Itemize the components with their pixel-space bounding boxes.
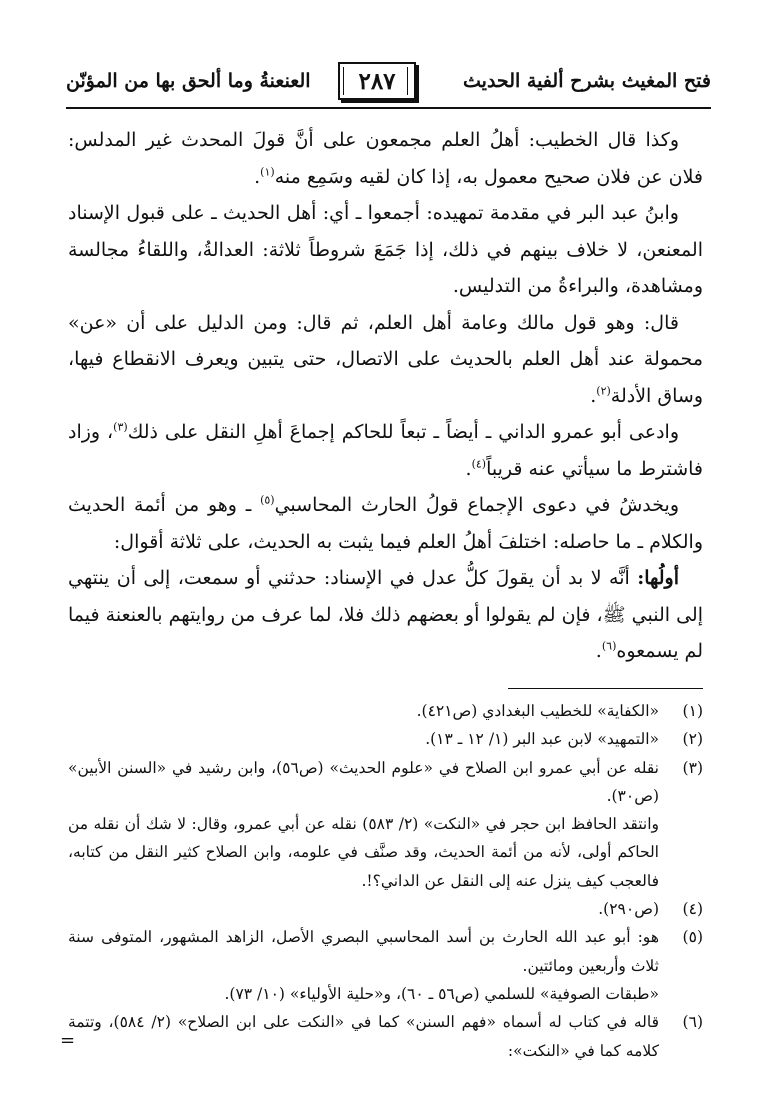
paragraph-5: ويخدشُ في دعوى الإجماع قولُ الحارث المحاسبي$^{(٥)}$ ـ وهو من أئمة الحديث والكلام ـ ما حاصله: اختلفَ أهلُ العلم فيما يثبت به الحديث، على ثلاثة أقوال: (68, 493, 703, 553)
footnotes (68, 697, 703, 1065)
footnote-ref: (١) (260, 165, 275, 179)
footnote-text: «الكفاية» للخطيب البغدادي (ص٤٢١). (416, 702, 659, 720)
footnote-ref: (٥) (260, 493, 275, 507)
footnote-number: (١) (682, 702, 703, 720)
paragraph-6: أولُها: أنَّه لا بد أن يقولَ كلُّ عدل في الإسناد: حدثني أو سمعت، إلى أن ينتهي إلى النبي ﷺ، فإن لم يقولوا أو بعضهم ذلك فلا، لما عرف من روايتهم بالعنعنة فيما لم يسمعوه$^{(٦)}$. (68, 567, 703, 662)
main-text (68, 122, 703, 670)
footnote-ref: (٢) (596, 384, 611, 398)
footnote-text: (ص٢٩٠). (598, 900, 659, 919)
footnote-ref: (٦) (601, 639, 617, 653)
footnote-text: نقله عن أبي عمرو ابن الصلاح في «علوم الحديث» (ص٥٦)، وابن رشيد في «السنن الأبين» (ص٣٠). (68, 758, 659, 805)
footnote-text: «طبقات الصوفية» للسلمي (ص٥٦ ـ ٦٠)، و«حلية الأولياء» (١٠/ ٧٣). (224, 984, 659, 1003)
paragraph-1: وكذا قال الخطيب: أهلُ العلم مجمعون على أنَّ قولَ المحدث غير المدلس: فلان عن فلان صحيح معمول به، إذا كان لقيه وسَمِع منه$^{(١)}$. (68, 129, 703, 188)
continuation-mark: = (60, 1030, 76, 1051)
footnote-ref: (٣) (113, 420, 128, 434)
first-opinion-label: أولُها: (637, 567, 679, 589)
header-rule (66, 107, 711, 109)
footnote-number: (٥) (682, 928, 703, 947)
footnote-text: هو: أبو عبد الله الحارث بن أسد المحاسبي البصري الأصل، الزاهد المشهور، المتوفى سنة ثلاث وأربعين ومائتين. (68, 928, 659, 975)
footnote-number: (٣) (682, 758, 703, 777)
footnote-text: وانتقد الحافظ ابن حجر في «النكت» (٢/ ٥٨٣) نقله عن أبي عمرو، وقال: لا شك أن نقله من الحاكم أولى، لأنه من أئمة الحديث، وقد صنَّف في علومه، وابن الصلاح كثير النقل من كتابه، فالعجب كيف ينزل عنه إلى النقل عن الداني؟!. (68, 815, 659, 890)
running-chapter-title: العنعنةُ وما ألحق بها من المؤنّن (66, 70, 311, 92)
paragraph-4: وادعى أبو عمرو الداني ـ أيضاً ـ تبعاً للحاكم إجماعَ أهلِ النقل على ذلك$^{(٣)}$، وزاد فاشترط ما سيأتي عنه قريباً$^{(٤)}$. (68, 420, 703, 480)
footnote-separator (508, 688, 703, 689)
footnote (68, 923, 703, 1008)
footnote (68, 754, 703, 895)
footnote-number: (٦) (682, 1013, 703, 1032)
footnote-text: «التمهيد» لابن عبد البر (١/ ١٢ ـ ١٣). (425, 730, 659, 749)
footnote-number: (٤) (682, 900, 703, 919)
paragraph-3: قال: وهو قول مالك وعامة أهل العلم، ثم قال: ومن الدليل على أن «عن» محمولة عند أهل العلم بالحديث على الاتصال، حتى يتبين ويعرف الانقطاع فيها، وساق الأدلة$^{(٢)}$. (68, 311, 703, 407)
footnote (68, 725, 703, 753)
footnote (68, 895, 703, 923)
running-book-title: فتح المغيث بشرح ألفية الحديث (463, 70, 711, 92)
paragraph-2: وابنُ عبد البر في مقدمة تمهيده: أجمعوا ـ أي: أهل الحديث ـ على قبول الإسناد المعنعن، لا خلاف بينهم في ذلك، إذا جَمَعَ شروطاً ثلاثة: العدالةُ، واللقاءُ مجالسة ومشاهدة، والبراءةُ من التدليس. (68, 202, 703, 297)
footnote-ref: (٤) (471, 457, 487, 471)
footnote-text: قاله في كتاب له أسماه «فهم السنن» كما في «النكت على ابن الصلاح» (٢/ ٥٨٤)، وتتمة كلامه كما في «النكت»: (68, 1013, 659, 1060)
footnote-number: (٢) (682, 730, 703, 749)
footnote (68, 697, 703, 725)
page-number: ٢٨٧ (338, 62, 416, 100)
footnote (68, 1008, 703, 1065)
